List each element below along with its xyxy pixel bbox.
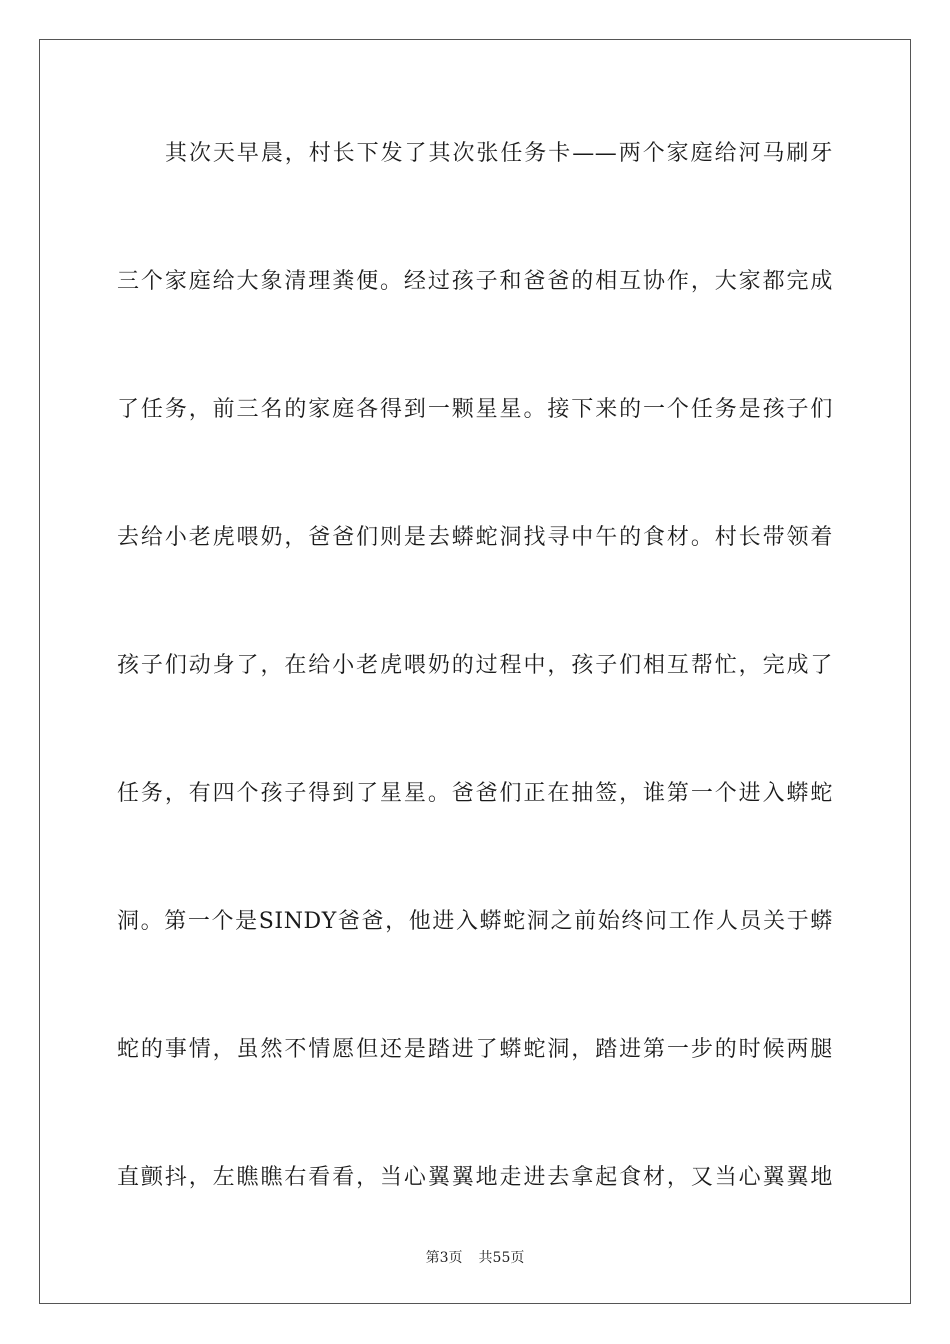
page-number: 第3页	[425, 1250, 463, 1266]
paragraph-line-8: 蛇的事情，虽然不情愿但还是踏进了蟒蛇洞，踏进第一步的时候两腿	[117, 1037, 833, 1062]
paragraph-line-9: 直颤抖，左瞧瞧右看看，当心翼翼地走进去拿起食材，又当心翼翼地	[117, 1165, 833, 1190]
paragraph-line-1: 其次天早晨，村长下发了其次张任务卡——两个家庭给河马刷牙	[165, 141, 833, 166]
paragraph-line-5: 孩子们动身了，在给小老虎喂奶的过程中，孩子们相互帮忙，完成了	[117, 653, 833, 678]
page-footer	[0, 1247, 950, 1267]
page-total: 共55页	[478, 1250, 525, 1266]
paragraph-line-6: 任务，有四个孩子得到了星星。爸爸们正在抽签，谁第一个进入蟒蛇	[117, 781, 833, 806]
paragraph-line-2: 三个家庭给大象清理粪便。经过孩子和爸爸的相互协作，大家都完成	[117, 269, 833, 294]
document-body	[117, 126, 833, 1278]
paragraph-line-7: 洞。第一个是SINDY爸爸，他进入蟒蛇洞之前始终问工作人员关于蟒	[117, 909, 833, 934]
paragraph-line-3: 了任务，前三名的家庭各得到一颗星星。接下来的一个任务是孩子们	[117, 397, 833, 422]
paragraph-line-4: 去给小老虎喂奶，爸爸们则是去蟒蛇洞找寻中午的食材。村长带领着	[117, 525, 833, 550]
